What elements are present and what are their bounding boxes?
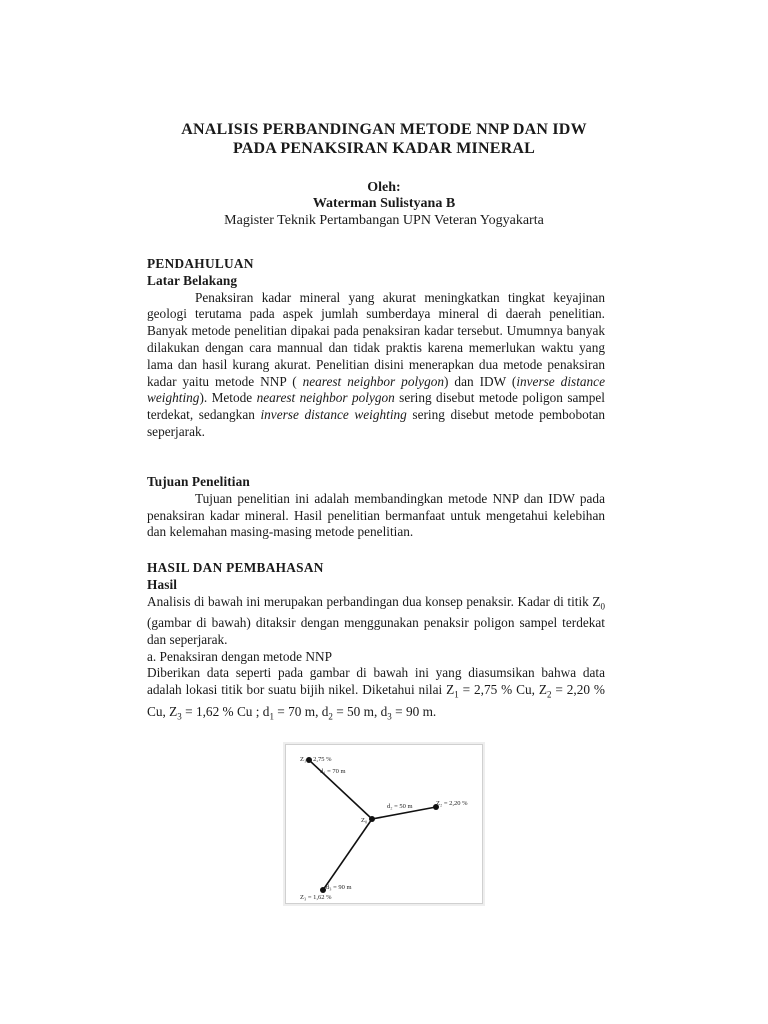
- section-pendahuluan: [147, 256, 605, 441]
- paragraph-data-nnp: Diberikan data seperti pada gambar di bawah ini yang diasumsikan bahwa data adalah lokasi titik bor suatu bijih nikel. Diketahui nilai $Z_1 = 2,75$ % Cu, $Z_2 = 2,20$ % Cu, $Z_3 = 1,62$ % Cu ; $d_1 = 70$ m, $d_2 = 50$ m, $d_3 = 90$ m.: [147, 665, 606, 722]
- section-heading-hasil-pembahasan: HASIL DAN PEMBAHASAN: [147, 560, 324, 575]
- label-z0: Z₀: [361, 817, 368, 824]
- label-d3: d₃ = 90 m: [326, 884, 352, 891]
- label-z1: Z₁ = 2,75 %: [300, 756, 332, 763]
- author-name: Waterman Sulistyana B: [312, 196, 456, 211]
- author-affiliation: Magister Teknik Pertambangan UPN Veteran Yogyakarta: [224, 213, 544, 228]
- line-z3-z0: [323, 819, 372, 890]
- subheading-latar-belakang: Latar Belakang: [147, 272, 238, 288]
- figure-sample-points: [285, 744, 483, 904]
- section-hasil: [147, 560, 605, 725]
- figure-diagram: [286, 745, 482, 903]
- label-d2: d₂ = 50 m: [387, 803, 413, 810]
- paragraph-latar-belakang: Penaksiran kadar mineral yang akurat meningkatkan tingkat keyajinan geologi terutama pada aspek jumlah sumberdaya mineral di daerah penelitian. Banyak metode penelitian dipakai pada penaksiran kadar tersebut. Umumnya banyak dilakukan dengan cara mannual dan tidak praktis karena memerlukan waktu yang lama dan hasil kurang akurat. Penelitian disini menerapkan dua metode penaksiran kadar yaitu metode NNP ( nearest neighbor polygon) dan IDW (inverse distance weighting). Metode nearest neighbor polygon sering disebut metode poligon sampel terdekat, sedangkan inverse distance weighting sering disebut metode pembobotan seperjarak.: [147, 289, 605, 439]
- section-heading-pendahuluan: PENDAHULUAN: [147, 256, 254, 271]
- title-line-2: PADA PENAKSIRAN KADAR MINERAL: [233, 140, 535, 157]
- label-z3: Z₃ = 1,62 %: [300, 894, 332, 901]
- label-z2: Z₂ = 2,20 %: [436, 800, 468, 807]
- list-item-a-nnp: a. Penaksiran dengan metode NNP: [147, 648, 333, 664]
- subheading-tujuan-penelitian: Tujuan Penelitian: [147, 474, 250, 489]
- subheading-hasil: Hasil: [147, 576, 178, 592]
- title-line-1: ANALISIS PERBANDINGAN METODE NNP DAN IDW: [181, 121, 587, 138]
- oleh-label: Oleh:: [367, 180, 401, 195]
- section-tujuan: [147, 474, 605, 541]
- label-d1: d₁ = 70 m: [320, 768, 346, 775]
- paragraph-hasil-intro: Analisis di bawah ini merupakan perbandingan dua konsep penaksir. Kadar di titik $Z_0$ (gambar di bawah) ditaksir dengan menggunakan penaksir poligon sampel terdekat dan seperjarak.: [147, 593, 605, 647]
- point-z0: [369, 816, 375, 822]
- paragraph-tujuan: Tujuan penelitian ini adalah membandingkan metode NNP dan IDW pada penaksiran kadar mineral. Hasil penelitian bermanfaat untuk mengetahui kelebihan dan kelemahan masing-masing metode penelitian.: [147, 490, 605, 540]
